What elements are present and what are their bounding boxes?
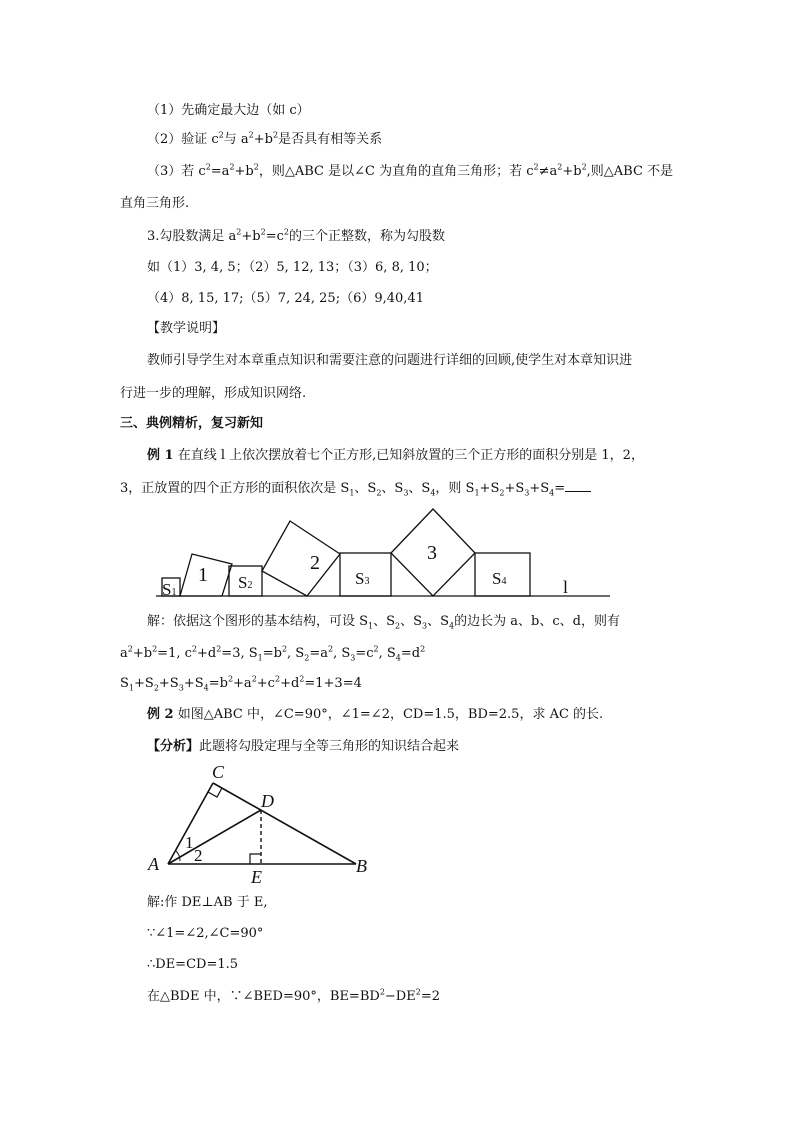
right-angle-e	[250, 854, 261, 864]
angle-1-label: 1	[185, 833, 194, 852]
triples-line-1: 如（1）3, 4, 5；（2）5, 12, 13；（3）6, 8, 10；	[147, 260, 438, 275]
example-2: 例 2 如图△ABC 中，∠C=90°，∠1=∠2，CD=1.5，BD=2.5，求 AC 的长.	[147, 707, 604, 722]
vertex-b: B	[356, 856, 367, 876]
solution-2-step-3: ∴DE=CD=1.5	[147, 957, 239, 972]
section-heading: 三、典例精析，复习新知	[120, 416, 264, 431]
analysis: 【分析】此题将勾股定理与全等三角形的知识结合起来	[147, 739, 460, 754]
angle-2-label: 2	[194, 846, 203, 865]
review-item-2: （2）验证 $c^2$与 $a^2+b^2$是否具有相等关系	[147, 130, 383, 147]
teaching-note-text-cont: 行进一步的理解，形成知识网络.	[120, 386, 307, 401]
teaching-note-text: 教师引导学生对本章重点知识和需要注意的问题进行详细的回顾,使学生对本章知识进	[147, 353, 633, 368]
solution-1-sum: $S_1+S_2+S_3+S_4=b^2+a^2+c^2+d^2=1+3=4$	[120, 674, 362, 693]
squares-figure	[150, 505, 610, 605]
vertex-c: C	[212, 762, 225, 782]
answer-blank	[565, 479, 591, 492]
square-2-label: 2	[310, 552, 320, 574]
vertex-e: E	[251, 867, 262, 887]
review-item-1: （1）先确定最大边（如 c）	[147, 103, 310, 118]
solution-2-step-4: 在△BDE 中，∵∠BED=90°，$BE=BD^2-DE^2=2$	[147, 987, 440, 1004]
square-s4-label: S4	[492, 569, 507, 588]
example-1-cont: 3，正放置的四个正方形的面积依次是 $S_1$、$S_2$、$S_3$、$S_4$，则 $S_1+S_2+S_3+S_4=$	[120, 479, 591, 498]
solution-2-step-2: ∵∠1=∠2,∠C=90°	[147, 926, 264, 941]
vertex-a: A	[148, 854, 159, 874]
review-item-3-cont: 直角三角形.	[120, 196, 190, 211]
triangle-figure	[140, 758, 380, 888]
square-s4	[475, 553, 530, 596]
side-cb	[213, 783, 356, 864]
example-1: 例 1 在直线 l 上依次摆放着七个正方形,已知斜放置的三个正方形的面积分别是 1，2，	[147, 448, 644, 463]
square-s1-label: S1	[162, 580, 177, 599]
square-2	[262, 521, 340, 596]
solution-1: 解：依据这个图形的基本结构，可设 $S_1$、$S_2$、$S_3$、$S_4$的边长为 a、b、c、d，则有	[147, 614, 620, 631]
solution-1-equations: $a^2+b^2=1$, $c^2+d^2=3$, $S_1=b^2$, $S_2=a^2$, $S_3=c^2$, $S_4=d^2$	[120, 644, 426, 663]
segment-ad	[168, 810, 261, 864]
triples-line-2: （4）8, 15, 17;（5）7, 24, 25;（6）9,40,41	[147, 291, 424, 306]
square-s3-label: S3	[355, 569, 370, 588]
solution-2-step-1: 解:作 DE⊥AB 于 E,	[147, 895, 268, 910]
review-item-3: （3）若 $c^2=a^2+b^2$，则△ABC 是以∠C 为直角的直角三角形；若 $c^2\ne a^2+b^2$,则△ABC 不是	[147, 162, 674, 179]
line-label: l	[563, 577, 569, 597]
square-3-label: 3	[427, 542, 437, 564]
square-s2-label: S2	[238, 573, 253, 592]
vertex-d: D	[261, 791, 274, 811]
square-1-label: 1	[198, 564, 208, 586]
teaching-note-heading: 【教学说明】	[147, 321, 226, 336]
square-s3	[340, 553, 391, 596]
pythagorean-triple-def: 3.勾股数满足 $a^2+b^2=c^2$的三个正整数，称为勾股数	[147, 227, 445, 244]
